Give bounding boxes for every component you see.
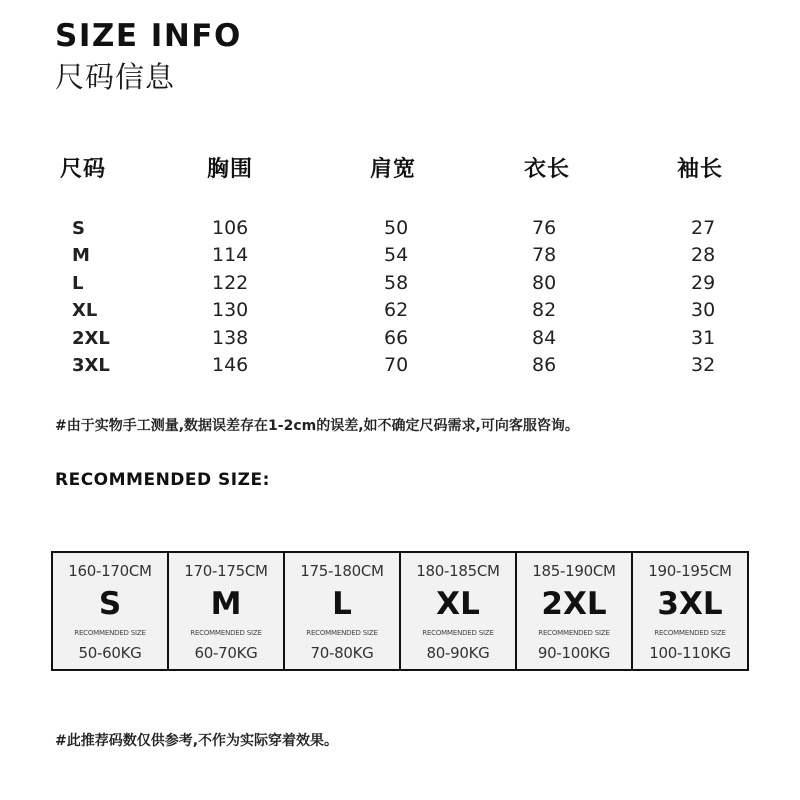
height-range: 185-190CM [532,562,616,580]
cell-size: S [72,218,85,239]
weight-range: 90-100KG [537,644,611,662]
cell-sleeve: 29 [691,272,716,294]
height-range: 190-195CM [648,562,732,580]
cell-sleeve: 30 [691,299,716,321]
size-label: M [210,586,242,622]
size-label: 3XL [657,586,723,622]
column-header-size: 尺码 [60,157,107,182]
height-range: 175-180CM [300,562,384,580]
cell-shoulder: 66 [384,327,409,349]
cell-size: XL [72,300,98,321]
cell-length: 82 [532,299,557,321]
page-title-cn: 尺码信息 [55,60,176,94]
size-caption: RECOMMENDED SIZE [538,629,610,637]
height-range: 160-170CM [68,562,152,580]
size-label: L [332,586,352,622]
recommended-cell-3xl [633,553,747,669]
cell-chest: 130 [212,299,249,321]
cell-shoulder: 62 [384,299,409,321]
column-header-chest: 胸围 [207,157,254,182]
weight-range: 80-90KG [426,644,490,662]
height-range: 170-175CM [184,562,268,580]
cell-sleeve: 31 [691,327,716,349]
cell-size: M [72,245,90,266]
size-label: S [98,586,122,622]
recommended-size-title: RECOMMENDED SIZE: [55,470,270,490]
measurement-note: #由于实物手工测量,数据误差存在1-2cm的误差,如不确定尺码需求,可向客服咨询。 [55,418,579,434]
page-title-en: SIZE INFO [55,18,242,54]
recommended-cell-m [169,553,285,669]
size-caption: RECOMMENDED SIZE [306,629,378,637]
size-caption: RECOMMENDED SIZE [190,629,262,637]
cell-length: 80 [532,272,557,294]
recommended-cell-s [53,553,169,669]
size-caption: RECOMMENDED SIZE [74,629,146,637]
size-label: 2XL [541,586,607,622]
cell-shoulder: 70 [384,354,409,376]
cell-chest: 146 [212,354,249,376]
cell-length: 84 [532,327,557,349]
cell-length: 76 [532,217,557,239]
column-header-sleeve: 袖长 [677,157,724,182]
cell-size: L [72,273,84,294]
size-label: XL [436,586,480,622]
weight-range: 50-60KG [78,644,142,662]
recommended-cell-xl [401,553,517,669]
column-header-shoulder: 肩宽 [370,157,417,182]
cell-chest: 138 [212,327,249,349]
cell-shoulder: 58 [384,272,409,294]
cell-size: 2XL [72,328,110,349]
cell-chest: 106 [212,217,249,239]
column-header-length: 衣长 [524,157,571,182]
cell-length: 78 [532,244,557,266]
height-range: 180-185CM [416,562,500,580]
recommended-cell-l [285,553,401,669]
weight-range: 100-110KG [649,644,731,662]
cell-chest: 114 [212,244,249,266]
weight-range: 70-80KG [310,644,374,662]
size-caption: RECOMMENDED SIZE [422,629,494,637]
cell-length: 86 [532,354,557,376]
recommended-size-grid [51,551,749,671]
reference-note: #此推荐码数仅供参考,不作为实际穿着效果。 [55,733,339,749]
cell-sleeve: 28 [691,244,716,266]
recommended-cell-2xl [517,553,633,669]
weight-range: 60-70KG [194,644,258,662]
size-caption: RECOMMENDED SIZE [654,629,726,637]
cell-sleeve: 32 [691,354,716,376]
cell-chest: 122 [212,272,249,294]
cell-shoulder: 50 [384,217,409,239]
cell-shoulder: 54 [384,244,409,266]
cell-size: 3XL [72,355,110,376]
cell-sleeve: 27 [691,217,716,239]
